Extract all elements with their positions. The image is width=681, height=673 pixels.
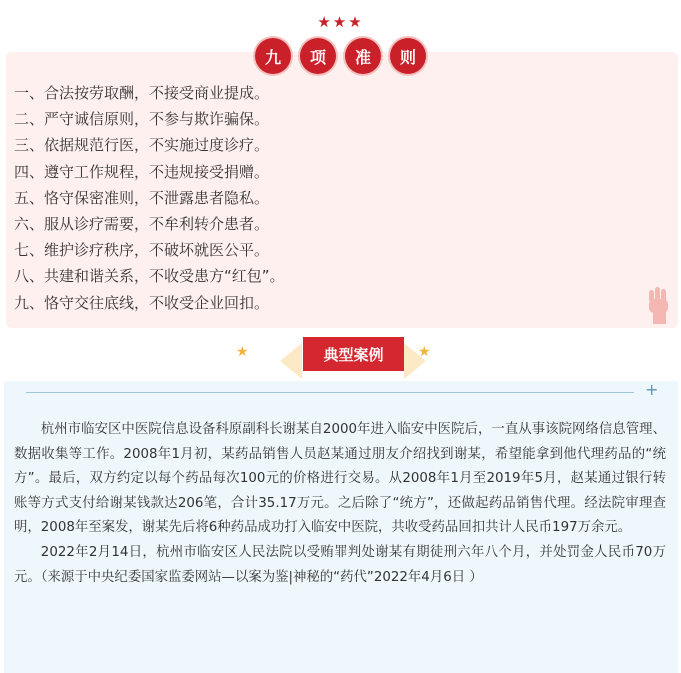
case-divider: [26, 392, 634, 393]
plus-icon: +: [645, 380, 659, 399]
case-header: [0, 337, 681, 377]
star-icon: ★: [236, 344, 249, 360]
case-paragraph: 杭州市临安区中医院信息设备科原副科长谢某自2000年进入临安中医院后，一直从事该院网络信息管理、数据收集等工作。2008年1月初，某药品销售人员赵某通过朋友介绍找到谢某，希望能拿到他代理药品的“统方”。最后，双方约定以每个药品每次100元的价格进行交易。从2008年1月至2019年5月，赵某通过银行转账等方式支付给谢某钱款达206笔，合计35.17万元。之后除了“统方”，还做起药品销售代理。经法院审理查明，2008年至案发，谢某先后将6种药品成功打入临安中医院，共收受药品回扣共计人民币197万余元。: [14, 422, 666, 536]
title-char: 则: [390, 38, 426, 74]
star-icon: ★: [418, 344, 431, 360]
rule-item: 四、遵守工作规程，不违规接受捐赠。: [14, 162, 270, 181]
rule-item: 二、严守诚信原则，不参与欺诈骗保。: [14, 110, 270, 129]
title-char: 九: [255, 38, 291, 74]
rule-item: 八、共建和谐关系，不收受患方“红包”。: [14, 267, 285, 286]
title-char: 项: [300, 38, 336, 74]
rules-title: [0, 38, 681, 74]
rule-item: 九、恪守交往底线，不收受企业回扣。: [14, 293, 270, 312]
header-stars: ★★★: [317, 13, 364, 31]
ribbon-tail-left: [280, 343, 302, 379]
case-paragraph: 2022年2月14日，杭州市临安区人民法院以受贿罪判处谢某有期徒刑六年八个月，并处罚金人民币70万元。（来源于中央纪委国家监委网站—以案为鉴|神秘的“药代”2022年4月6日 ）: [14, 544, 666, 585]
rules-list: [14, 80, 285, 316]
rule-item: 三、依据规范行医，不实施过度诊疗。: [14, 136, 270, 155]
rule-item: 六、服从诊疗需要，不牟利转介患者。: [14, 215, 270, 234]
case-section-label: 典型案例: [303, 337, 404, 371]
fist-icon: [645, 284, 673, 324]
title-char: 准: [345, 38, 381, 74]
case-body: [14, 418, 666, 590]
rule-item: 五、恪守保密准则，不泄露患者隐私。: [14, 188, 270, 207]
rule-item: 一、合法按劳取酬，不接受商业提成。: [14, 84, 270, 102]
rule-item: 七、维护诊疗秩序，不破坏就医公平。: [14, 241, 270, 260]
